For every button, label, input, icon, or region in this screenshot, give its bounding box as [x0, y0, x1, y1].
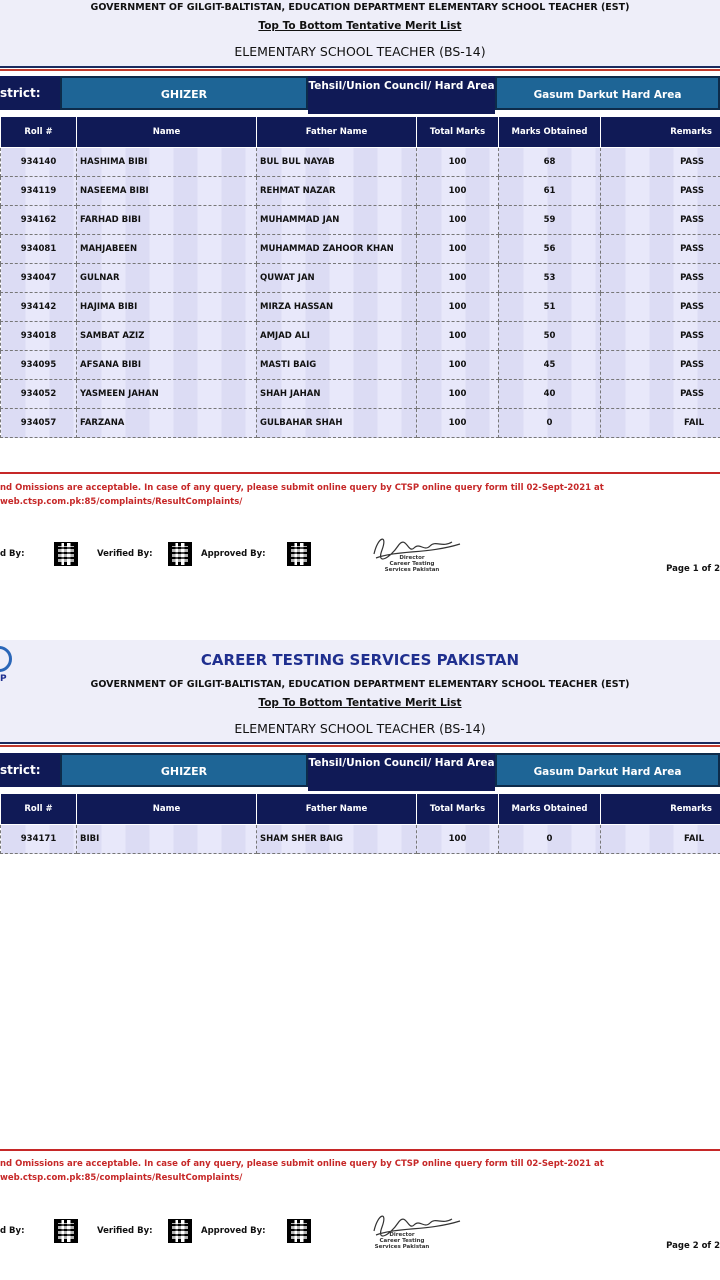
qr-code-icon [287, 1219, 311, 1243]
footer-divider [0, 472, 720, 474]
obtained-cell: 0 [499, 409, 601, 438]
total-cell: 100 [417, 206, 499, 235]
father-cell: SHAH JAHAN [257, 380, 417, 409]
verified-by-label: Verified By: [97, 549, 153, 559]
name-cell: HAJIMA BIBI [77, 293, 257, 322]
district-label: strict: [0, 76, 60, 110]
name-cell: NASEEMA BIBI [77, 177, 257, 206]
remarks-cell: PASS [601, 235, 720, 264]
column-header: Father Name [257, 794, 417, 825]
roll-cell: 934047 [1, 264, 77, 293]
table-row [1, 206, 720, 235]
approved-by-label: Approved By: [201, 549, 266, 559]
page-gap [0, 606, 720, 640]
list-subtitle: Top To Bottom Tentative Merit List [258, 20, 462, 32]
table-row [1, 409, 720, 438]
obtained-cell: 45 [499, 351, 601, 380]
table-row [1, 825, 720, 854]
column-header: Roll # [1, 794, 77, 825]
table-row [1, 264, 720, 293]
column-header: Total Marks [417, 794, 499, 825]
remarks-cell: PASS [601, 380, 720, 409]
roll-cell: 934140 [1, 148, 77, 177]
name-cell: SAMBAT AZIZ [77, 322, 257, 351]
remarks-cell: PASS [601, 351, 720, 380]
prepared-by-label: d By: [0, 549, 25, 559]
signature-row [0, 540, 720, 584]
result-page-1 [0, 0, 720, 606]
tehsil-label: Tehsil/Union Council/ Hard Area [308, 76, 495, 114]
roll-cell: 934171 [1, 825, 77, 854]
table-row [1, 351, 720, 380]
merit-table [0, 116, 720, 438]
qr-code-icon [287, 542, 311, 566]
name-cell: MAHJABEEN [77, 235, 257, 264]
table-row [1, 148, 720, 177]
father-cell: QUWAT JAN [257, 264, 417, 293]
district-value: GHIZER [60, 76, 308, 110]
table-row [1, 235, 720, 264]
organization-name: CAREER TESTING SERVICES PAKISTAN [200, 651, 520, 669]
tehsil-label: Tehsil/Union Council/ Hard Area [308, 753, 495, 791]
page-number: Page 1 of 2 [666, 564, 720, 574]
obtained-cell: 50 [499, 322, 601, 351]
table-header-row [1, 794, 720, 825]
approved-by-label: Approved By: [201, 1226, 266, 1236]
obtained-cell: 51 [499, 293, 601, 322]
father-cell: REHMAT NAZAR [257, 177, 417, 206]
total-cell: 100 [417, 177, 499, 206]
remarks-cell: PASS [601, 264, 720, 293]
table-row [1, 177, 720, 206]
table-row [1, 380, 720, 409]
merit-table [0, 793, 720, 854]
post-title: ELEMENTARY SCHOOL TEACHER (BS-14) [234, 721, 486, 736]
roll-cell: 934142 [1, 293, 77, 322]
remarks-cell: PASS [601, 322, 720, 351]
father-cell: MIRZA HASSAN [257, 293, 417, 322]
total-cell: 100 [417, 264, 499, 293]
complaints-url[interactable]: web.ctsp.com.pk:85/complaints/ResultComplaints/ [0, 497, 243, 507]
total-cell: 100 [417, 235, 499, 264]
total-cell: 100 [417, 351, 499, 380]
roll-cell: 934052 [1, 380, 77, 409]
notice-line: nd Omissions are acceptable. In case of any query, please submit online query by CTSP online query form till 02-Sept-2021 at [0, 483, 604, 493]
department-heading: GOVERNMENT OF GILGIT-BALTISTAN, EDUCATION DEPARTMENT ELEMENTARY SCHOOL TEACHER (EST) [90, 2, 630, 13]
obtained-cell: 53 [499, 264, 601, 293]
header-stripe [0, 742, 720, 747]
roll-cell: 934162 [1, 206, 77, 235]
column-header: Name [77, 117, 257, 148]
father-cell: BUL BUL NAYAB [257, 148, 417, 177]
column-header: Remarks [601, 117, 720, 148]
total-cell: 100 [417, 825, 499, 854]
column-header: Marks Obtained [499, 794, 601, 825]
result-page-2 [0, 640, 720, 1280]
obtained-cell: 61 [499, 177, 601, 206]
complaints-url[interactable]: web.ctsp.com.pk:85/complaints/ResultComplaints/ [0, 1173, 243, 1183]
tehsil-value: Gasum Darkut Hard Area [495, 753, 720, 787]
qr-code-icon [168, 1219, 192, 1243]
roll-cell: 934095 [1, 351, 77, 380]
list-subtitle: Top To Bottom Tentative Merit List [258, 697, 462, 709]
father-cell: MASTI BAIG [257, 351, 417, 380]
page-number: Page 2 of 2 [666, 1241, 720, 1251]
qr-code-icon [54, 542, 78, 566]
district-label: strict: [0, 753, 60, 787]
column-header: Marks Obtained [499, 117, 601, 148]
total-cell: 100 [417, 380, 499, 409]
name-cell: AFSANA BIBI [77, 351, 257, 380]
roll-cell: 934081 [1, 235, 77, 264]
table-header-row [1, 117, 720, 148]
obtained-cell: 56 [499, 235, 601, 264]
column-header: Name [77, 794, 257, 825]
name-cell: HASHIMA BIBI [77, 148, 257, 177]
director-caption: Director Career Testing Services Pakistan [374, 1232, 430, 1250]
obtained-cell: 68 [499, 148, 601, 177]
name-cell: GULNAR [77, 264, 257, 293]
father-cell: GULBAHAR SHAH [257, 409, 417, 438]
obtained-cell: 59 [499, 206, 601, 235]
obtained-cell: 0 [499, 825, 601, 854]
remarks-cell: PASS [601, 177, 720, 206]
remarks-cell: FAIL [601, 825, 720, 854]
table-row [1, 322, 720, 351]
department-heading: GOVERNMENT OF GILGIT-BALTISTAN, EDUCATION DEPARTMENT ELEMENTARY SCHOOL TEACHER (EST) [90, 679, 630, 690]
verified-by-label: Verified By: [97, 1226, 153, 1236]
logo-text: P [0, 674, 7, 684]
name-cell: FARHAD BIBI [77, 206, 257, 235]
father-cell: SHAM SHER BAIG [257, 825, 417, 854]
signature-row [0, 1217, 720, 1261]
name-cell: YASMEEN JAHAN [77, 380, 257, 409]
name-cell: BIBI [77, 825, 257, 854]
remarks-cell: PASS [601, 148, 720, 177]
roll-cell: 934057 [1, 409, 77, 438]
column-header: Remarks [601, 794, 720, 825]
remarks-cell: PASS [601, 293, 720, 322]
father-cell: AMJAD ALI [257, 322, 417, 351]
name-cell: FARZANA [77, 409, 257, 438]
column-header: Total Marks [417, 117, 499, 148]
total-cell: 100 [417, 293, 499, 322]
header-stripe [0, 66, 720, 71]
remarks-cell: FAIL [601, 409, 720, 438]
column-header: Father Name [257, 117, 417, 148]
post-title: ELEMENTARY SCHOOL TEACHER (BS-14) [234, 44, 486, 59]
footer-divider [0, 1149, 720, 1151]
father-cell: MUHAMMAD JAN [257, 206, 417, 235]
remarks-cell: PASS [601, 206, 720, 235]
father-cell: MUHAMMAD ZAHOOR KHAN [257, 235, 417, 264]
roll-cell: 934119 [1, 177, 77, 206]
prepared-by-label: d By: [0, 1226, 25, 1236]
roll-cell: 934018 [1, 322, 77, 351]
total-cell: 100 [417, 148, 499, 177]
table-row [1, 293, 720, 322]
district-value: GHIZER [60, 753, 308, 787]
total-cell: 100 [417, 409, 499, 438]
qr-code-icon [54, 1219, 78, 1243]
total-cell: 100 [417, 322, 499, 351]
obtained-cell: 40 [499, 380, 601, 409]
tehsil-value: Gasum Darkut Hard Area [495, 76, 720, 110]
notice-line: nd Omissions are acceptable. In case of any query, please submit online query by CTSP online query form till 02-Sept-2021 at [0, 1159, 604, 1169]
qr-code-icon [168, 542, 192, 566]
director-caption: Director Career Testing Services Pakistan [384, 555, 440, 573]
column-header: Roll # [1, 117, 77, 148]
